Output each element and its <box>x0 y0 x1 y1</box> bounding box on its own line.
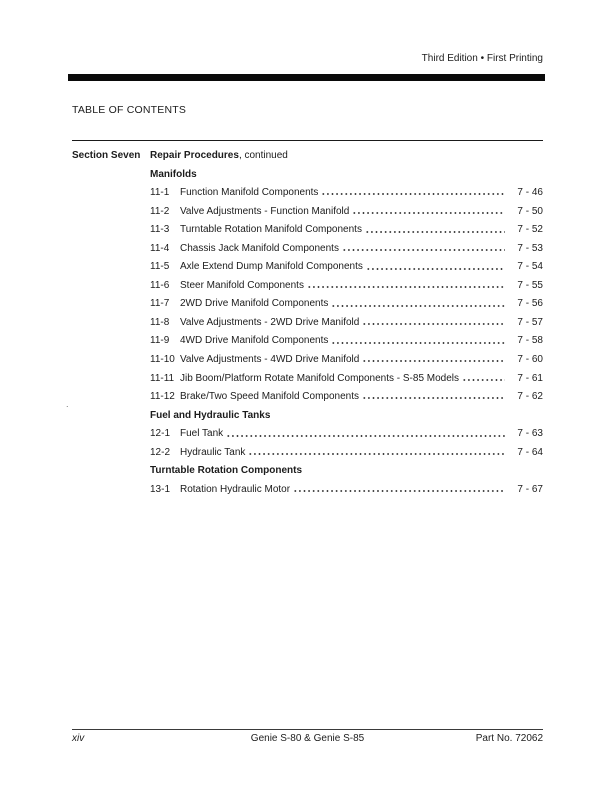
toc-entry-title: Valve Adjustments - 2WD Drive Manifold <box>180 316 360 328</box>
toc-entry-number: 11-7 <box>150 298 170 310</box>
toc-entry-number: 11-12 <box>150 391 175 403</box>
toc-leader-dots <box>331 332 505 351</box>
section-title-suffix: , continued <box>238 150 288 161</box>
toc-entry-title: Fuel Tank <box>180 428 224 440</box>
toc-entry-page: 7 - 58 <box>517 335 543 347</box>
toc-entry-title: Jib Boom/Platform Rotate Manifold Components - S-85 Models <box>180 372 460 384</box>
toc-entry-number: 11-9 <box>150 335 170 347</box>
toc-leader-dots <box>342 240 505 259</box>
footer-part-number: Part No. 72062 <box>475 733 543 744</box>
toc-entry-number: 11-11 <box>150 372 175 384</box>
toc-entry-title: Rotation Hydraulic Motor <box>180 483 291 495</box>
toc-leader-dots <box>331 295 505 314</box>
toc-entry-number: 11-4 <box>150 242 170 254</box>
toc-entry-page: 7 - 52 <box>517 224 543 236</box>
edition-printing-label: Third Edition • First Printing <box>421 53 543 64</box>
toc-entry <box>72 221 543 240</box>
section-title-bold: Repair Procedures <box>150 150 239 161</box>
header-thick-rule <box>68 74 545 81</box>
toc-entry-title: Brake/Two Speed Manifold Components <box>180 391 359 403</box>
toc-entry-title: 2WD Drive Manifold Components <box>180 298 329 310</box>
toc-entry-page: 7 - 64 <box>517 446 543 458</box>
toc-entry <box>72 203 543 222</box>
toc-leader-dots <box>362 388 505 407</box>
toc-entry-page: 7 - 46 <box>517 187 543 199</box>
toc-group-heading-row <box>72 407 543 426</box>
toc-entry-page: 7 - 60 <box>517 354 543 366</box>
toc-entry-number: 12-1 <box>150 428 171 440</box>
toc-entry-page: 7 - 67 <box>517 483 543 495</box>
toc-leader-dots <box>462 370 505 389</box>
footer-rule <box>72 729 543 730</box>
toc-entry-title: 4WD Drive Manifold Components <box>180 335 329 347</box>
toc-entry-title: Hydraulic Tank <box>180 446 246 458</box>
toc-entry <box>72 240 543 259</box>
footer-model-label: Genie S-80 & Genie S-85 <box>250 733 365 744</box>
toc-entry-number: 11-3 <box>150 224 170 236</box>
toc-leader-dots <box>352 203 505 222</box>
toc-entry <box>72 332 543 351</box>
toc-entry-title: Steer Manifold Components <box>180 279 304 291</box>
toc-entry-number: 11-8 <box>150 316 170 328</box>
toc-group-heading: Turntable Rotation Components <box>150 465 303 477</box>
toc-entry <box>72 444 543 463</box>
toc-entry-page: 7 - 57 <box>517 316 543 328</box>
table-of-contents <box>72 147 543 499</box>
toc-entry-page: 7 - 50 <box>517 205 543 217</box>
toc-group-heading-row <box>72 166 543 185</box>
toc-entry-page: 7 - 56 <box>517 298 543 310</box>
toc-top-rule <box>72 140 543 141</box>
toc-entry-page: 7 - 63 <box>517 428 543 440</box>
toc-entry-number: 11-10 <box>150 354 175 366</box>
toc-entry-page: 7 - 53 <box>517 242 543 254</box>
toc-leader-dots <box>362 314 505 333</box>
toc-section-row <box>72 147 543 166</box>
toc-entry <box>72 481 543 500</box>
toc-leader-dots <box>248 444 505 463</box>
toc-leader-dots <box>226 425 505 444</box>
toc-entry-page: 7 - 62 <box>517 391 543 403</box>
toc-entry-title: Valve Adjustments - 4WD Drive Manifold <box>180 354 360 366</box>
toc-entry-number: 11-2 <box>150 205 170 217</box>
toc-entry <box>72 370 543 389</box>
toc-group-heading: Manifolds <box>150 168 197 180</box>
stray-print-mark: . <box>66 399 69 409</box>
toc-entry-page: 7 - 54 <box>517 261 543 273</box>
toc-entry <box>72 425 543 444</box>
toc-leader-dots <box>365 221 505 240</box>
footer-page-number: xiv <box>72 733 85 744</box>
toc-group-heading: Fuel and Hydraulic Tanks <box>150 409 271 421</box>
toc-entry-page: 7 - 55 <box>517 279 543 291</box>
toc-entry-title: Turntable Rotation Manifold Components <box>180 224 362 236</box>
toc-entry <box>72 351 543 370</box>
toc-entry <box>72 388 543 407</box>
toc-body <box>72 166 543 500</box>
toc-entry-page: 7 - 61 <box>517 372 543 384</box>
toc-entry <box>72 258 543 277</box>
toc-entry-title: Valve Adjustments - Function Manifold <box>180 205 350 217</box>
toc-entry-title: Axle Extend Dump Manifold Components <box>180 261 363 273</box>
toc-entry <box>72 314 543 333</box>
toc-entry <box>72 184 543 203</box>
toc-entry-number: 11-5 <box>150 261 170 273</box>
toc-group-heading-row <box>72 462 543 481</box>
toc-entry-title: Function Manifold Components <box>180 187 319 199</box>
page-title: TABLE OF CONTENTS <box>72 104 187 116</box>
toc-leader-dots <box>362 351 505 370</box>
toc-entry <box>72 295 543 314</box>
toc-entry-number: 11-6 <box>150 279 170 291</box>
section-label: Section Seven <box>72 150 141 161</box>
toc-leader-dots <box>321 184 505 203</box>
toc-entry-number: 12-2 <box>150 446 171 458</box>
toc-entry <box>72 277 543 296</box>
toc-leader-dots <box>293 481 505 500</box>
toc-leader-dots <box>307 277 505 296</box>
toc-entry-title: Chassis Jack Manifold Components <box>180 242 339 254</box>
toc-entry-number: 13-1 <box>150 483 171 495</box>
toc-leader-dots <box>366 258 505 277</box>
toc-entry-number: 11-1 <box>150 187 170 199</box>
section-title <box>150 147 288 166</box>
